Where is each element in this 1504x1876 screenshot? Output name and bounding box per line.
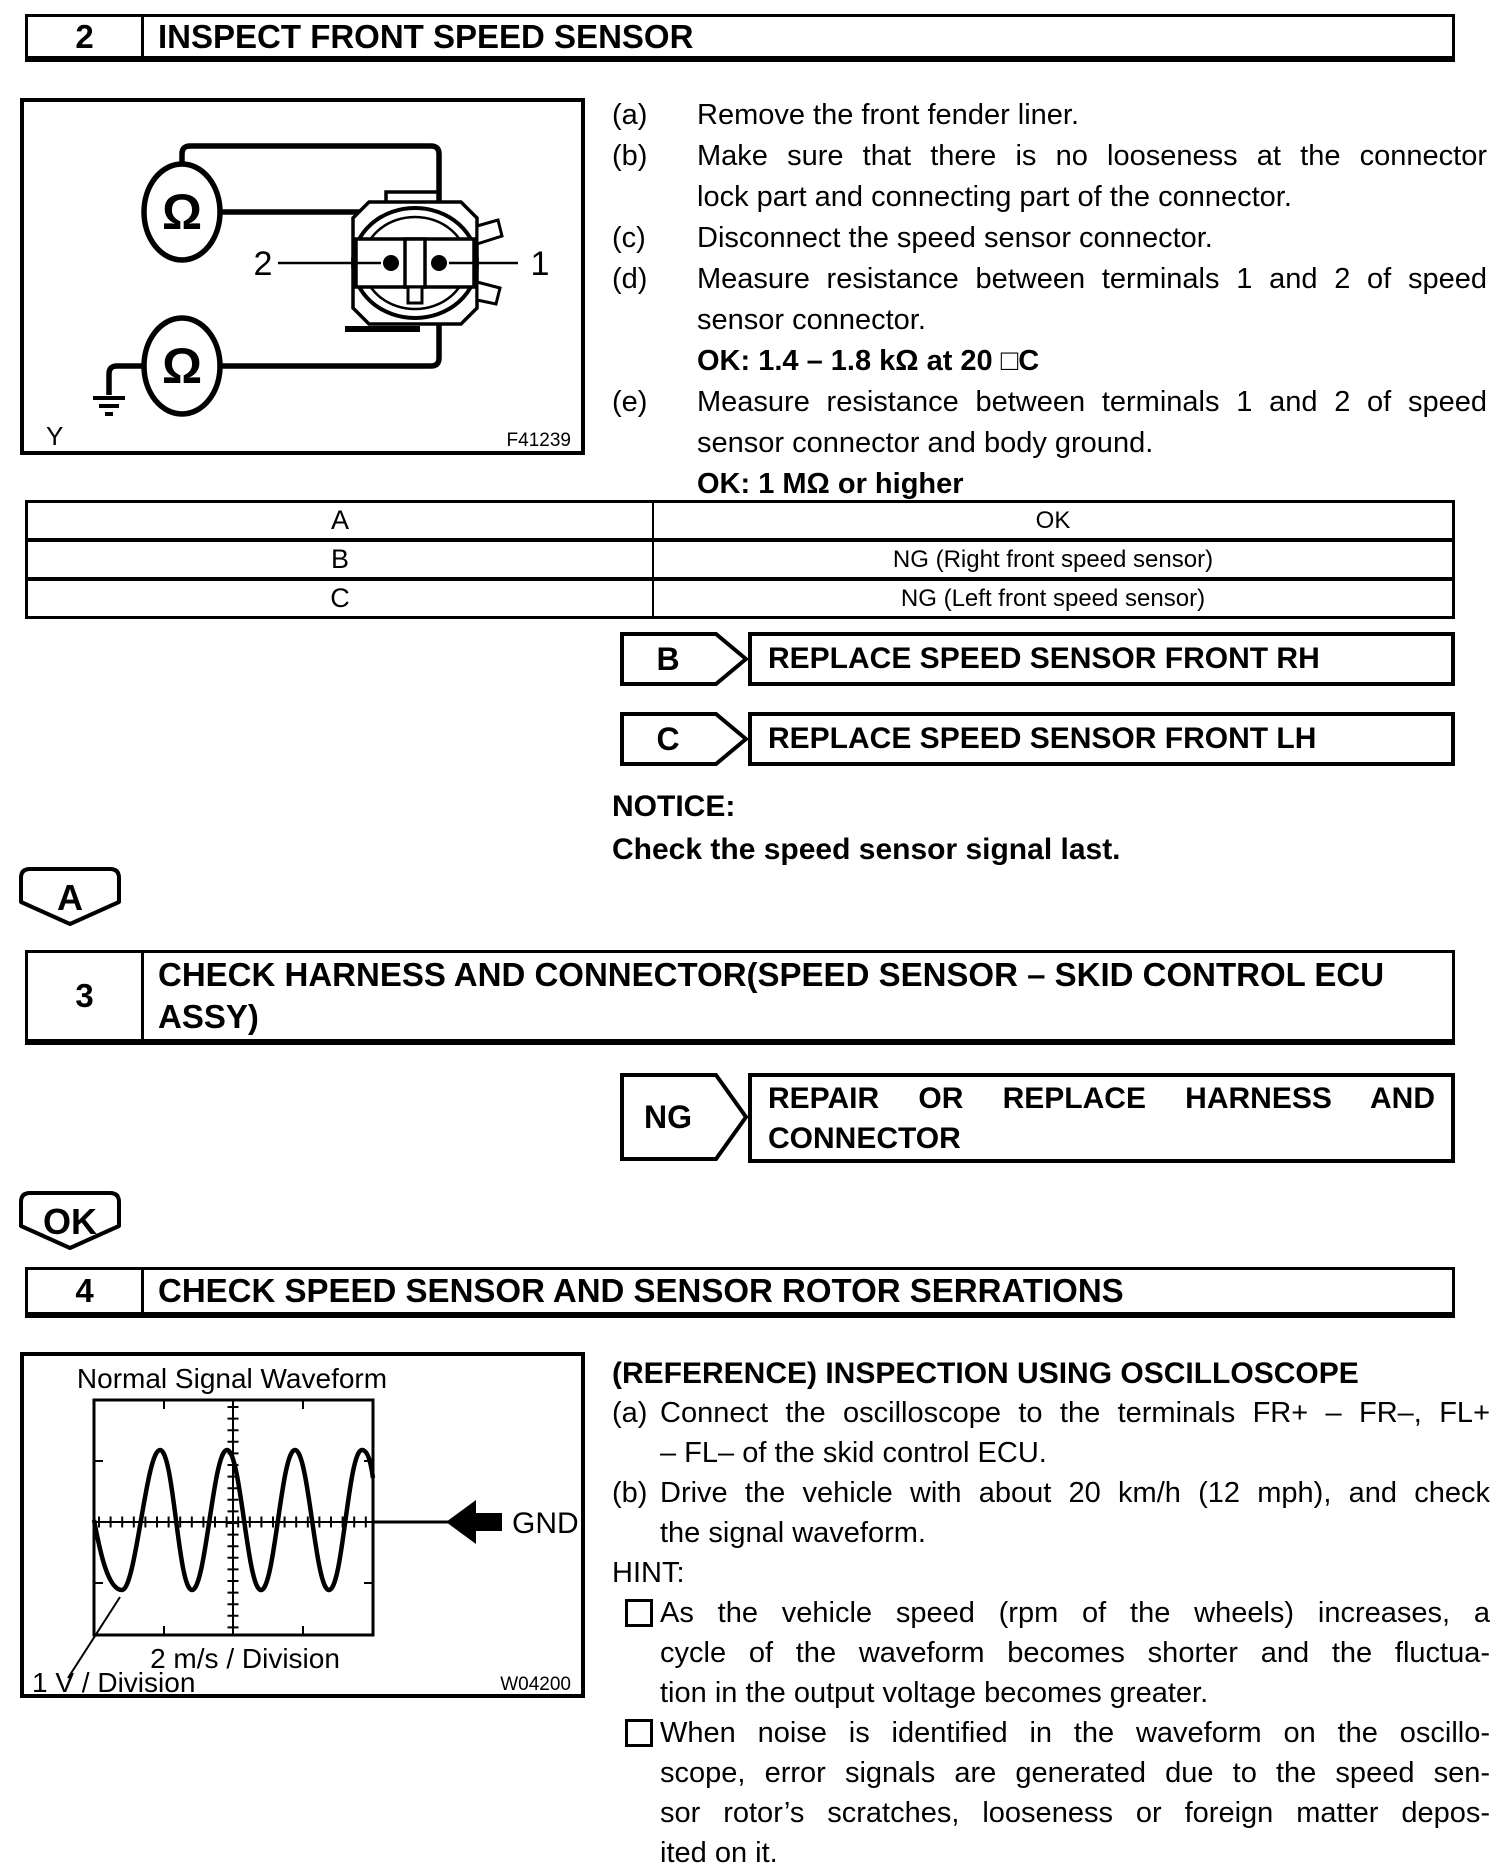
step4-title: CHECK SPEED SENSOR AND SENSOR ROTOR SERRATIONS: [158, 1272, 1124, 1309]
connector-ok-label: OK: [43, 1201, 97, 1242]
branch-b-action: REPLACE SPEED SENSOR FRONT RH: [748, 632, 1455, 686]
branch-c-tag-label: C: [656, 721, 680, 757]
figure-resistance-check: [20, 98, 585, 460]
branch-b: [620, 632, 1455, 686]
item-b-text: Make sure that there is no looseness at the connector lock part and connecting part of the connector.: [697, 140, 1487, 213]
branch-b-tag-icon: [620, 632, 748, 686]
reference-heading: (REFERENCE) INSPECTION USING OSCILLOSCOPE: [612, 1357, 1359, 1390]
step2-title: INSPECT FRONT SPEED SENSOR: [158, 17, 694, 55]
terminal-2-dot: [383, 255, 399, 271]
branch-c-action: REPLACE SPEED SENSOR FRONT LH: [748, 712, 1455, 766]
branch-ng-tag-icon: [620, 1073, 748, 1161]
item-a-text: Remove the front fender liner.: [697, 99, 1080, 131]
notice-text: Check the speed sensor signal last.: [612, 833, 1121, 866]
item4-b-text: Drive the vehicle with about 20 km/h (12 mph), and check the signal waveform.: [660, 1477, 1490, 1549]
table-key: C: [28, 581, 654, 616]
hint-bullet-icon: [625, 1719, 653, 1747]
step2-number: 2: [28, 17, 144, 56]
table-value: NG (Right front speed sensor): [892, 545, 1214, 573]
branch-c-tag-icon: [620, 712, 748, 766]
item-d-ok-spec: OK: 1.4 – 1.8 kΩ at 20 □C: [697, 345, 1040, 377]
terminal-1-dot: [431, 255, 447, 271]
branch-c: [620, 712, 1455, 766]
table-row: [28, 577, 1452, 616]
hint-label: HINT:: [612, 1557, 685, 1589]
terminal-2-label: 2: [253, 245, 273, 283]
hint-bullet-icon: [625, 1599, 653, 1627]
step3-title: CHECK HARNESS AND CONNECTOR(SPEED SENSOR – SKID CONTROL ECU ASSY): [158, 956, 1385, 1035]
table-key: B: [28, 542, 654, 577]
table-row: [28, 503, 1452, 538]
table-value: OK: [1035, 506, 1071, 534]
hint-2-text: When noise is identified in the waveform on the oscillo- scope, error signals are generated due to the speed sen- sor rotor’s scratches, looseness or foreign matter depos- ited on it.: [660, 1717, 1490, 1869]
item-e-label: (e): [612, 386, 648, 418]
step3-header: [25, 950, 1455, 1045]
item-c-label: (c): [612, 222, 646, 254]
branch-ng-tag-label: NG: [644, 1099, 692, 1135]
table-row: [28, 538, 1452, 577]
branch-ng-action: REPAIR OR REPLACE HARNESS AND CONNECTOR: [748, 1073, 1455, 1163]
gnd-label: GND: [512, 1507, 579, 1540]
terminal-1-label: 1: [530, 245, 550, 283]
item4-b-label: (b): [612, 1477, 648, 1509]
item4-a-text: Connect the oscilloscope to the terminals FR+ – FR–, FL+ – FL– of the skid control ECU.: [660, 1397, 1490, 1469]
ohm-symbol-top: Ω: [161, 184, 203, 240]
step4-header: [25, 1267, 1455, 1318]
table-key: A: [28, 503, 654, 538]
item-a-label: (a): [612, 99, 648, 131]
figure2-id: W04200: [500, 1674, 571, 1695]
ohm-symbol-bottom: Ω: [161, 338, 203, 394]
connector-ok: [18, 1190, 122, 1257]
step2-header: [25, 14, 1455, 62]
connector-a-label: A: [57, 877, 83, 918]
notice-title: NOTICE:: [612, 790, 736, 823]
figure-waveform: [20, 1352, 585, 1703]
step3-number: 3: [28, 953, 144, 1039]
item4-a-label: (a): [612, 1397, 648, 1429]
result-table: [25, 500, 1455, 619]
item-b-label: (b): [612, 140, 648, 172]
item-c-text: Disconnect the speed sensor connector.: [697, 222, 1213, 254]
waveform-title: Normal Signal Waveform: [76, 1363, 388, 1394]
item-e-ok-spec: OK: 1 MΩ or higher: [697, 468, 964, 500]
hint-1-text: As the vehicle speed (rpm of the wheels) increases, a cycle of the waveform becomes shorter and the fluctua- tion in the output voltage becomes greater.: [660, 1597, 1490, 1709]
branch-b-tag-label: B: [656, 641, 680, 677]
item-d-label: (d): [612, 263, 648, 295]
step4-number: 4: [28, 1270, 144, 1312]
x-scale-label: 2 m/s / Division: [150, 1643, 340, 1674]
y-scale-label: 1 V / Division: [32, 1667, 196, 1698]
item-e-text: Measure resistance between terminals 1 and 2 of speed sensor connector and body ground.: [697, 386, 1487, 459]
figure1-border: [22, 100, 583, 453]
figure1-id: F41239: [506, 430, 571, 451]
figure1-corner-label: Y: [46, 421, 64, 451]
branch-ng: [620, 1073, 1455, 1163]
item-d-text: Measure resistance between terminals 1 and 2 of speed sensor connector.: [697, 263, 1487, 336]
connector-a: [18, 866, 122, 933]
table-value: NG (Left front speed sensor): [900, 584, 1206, 612]
